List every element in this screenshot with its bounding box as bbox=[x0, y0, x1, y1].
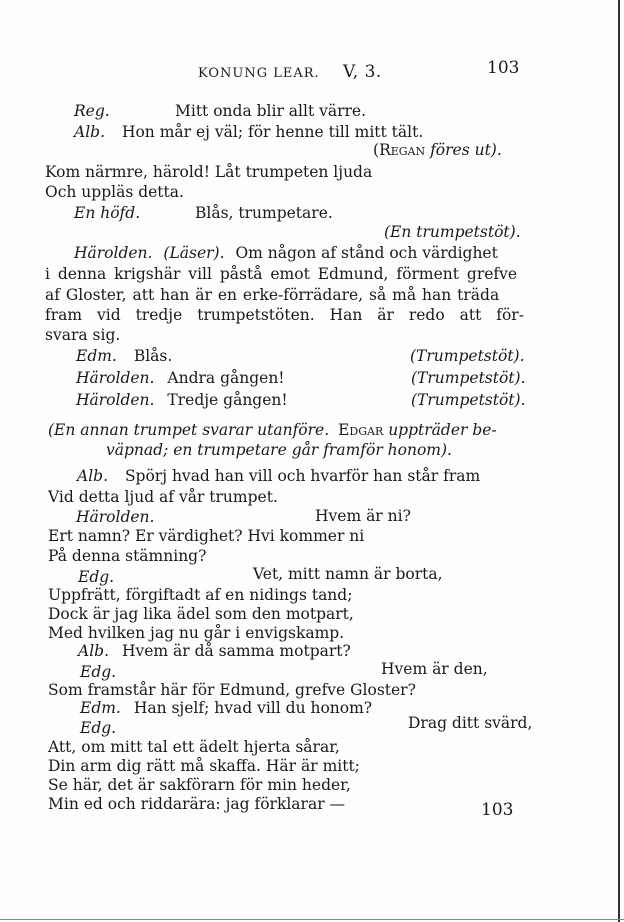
stage-direction: (Trumpetstöt). bbox=[411, 369, 526, 387]
line-text: Kom närmre, härold! Låt trumpeten ljuda bbox=[45, 163, 373, 181]
line-text: Om någon af stånd och värdighet bbox=[235, 244, 498, 262]
dialogue-line: Som framstår här för Edmund, grefve Gloster? bbox=[48, 681, 416, 699]
dialogue-line bbox=[76, 390, 288, 410]
line-text: Blås, trumpetare. bbox=[195, 204, 333, 222]
dialogue-line bbox=[77, 466, 480, 486]
dialogue-line bbox=[74, 122, 423, 142]
line-text: Hvem är den, bbox=[381, 660, 488, 678]
dialogue-line: Att, om mitt tal ett ädelt hjerta sårar, bbox=[48, 738, 340, 756]
line-text: Och uppläs detta. bbox=[45, 183, 184, 201]
line-text: Andra gången! bbox=[167, 369, 285, 387]
header-title: KONUNG LEAR. bbox=[198, 66, 320, 81]
dialogue-line: Vid detta ljud af vår trumpet. bbox=[48, 488, 278, 506]
speaker-name: En höfd. bbox=[74, 204, 141, 222]
speaker-name: Alb. bbox=[74, 123, 105, 141]
page-edge-right bbox=[618, 0, 620, 922]
dialogue-line: Uppfrätt, förgiftadt af en nidings tand; bbox=[48, 586, 353, 604]
dialogue-line: På denna stämning? bbox=[48, 547, 207, 565]
header-page-number: 103 bbox=[487, 58, 520, 78]
dialogue-line: Min ed och riddarära: jag förklarar — bbox=[48, 795, 346, 813]
prose-line: fram vid tredje trumpetstöten. Han är redo att för- bbox=[45, 306, 524, 324]
stage-direction: (Regan föres ut). bbox=[373, 141, 502, 159]
stage-character: Regan bbox=[379, 141, 426, 159]
stage-direction: (Trumpetstöt). bbox=[410, 347, 525, 365]
header-act-scene: V, 3. bbox=[342, 62, 382, 82]
dialogue-line bbox=[74, 243, 498, 263]
page-edge-bottom bbox=[0, 919, 624, 920]
prose-line: af Gloster, att han är en erke-förrädare, så må han träda bbox=[45, 286, 500, 304]
line-text: Drag ditt svärd, bbox=[408, 714, 533, 732]
stage-character: Edgar bbox=[338, 421, 384, 439]
speaker-name: Alb. bbox=[78, 642, 109, 660]
dialogue-line bbox=[45, 162, 372, 182]
line-text: Mitt onda blir allt värre. bbox=[175, 102, 367, 120]
dialogue-line: Dock är jag lika ädel som den motpart, bbox=[48, 605, 354, 623]
speaker-name: Alb. bbox=[77, 467, 108, 485]
dialogue-line: Ert namn? Er värdighet? Hvi kommer ni bbox=[48, 527, 365, 545]
dialogue-line bbox=[74, 101, 367, 121]
footer-page-number: 103 bbox=[481, 800, 514, 820]
dialogue-line bbox=[80, 698, 372, 718]
speaker-name: Edm. bbox=[80, 699, 121, 717]
stage-direction: väpnad; en trumpetare går framför honom). bbox=[106, 441, 452, 459]
speaker-name: Edg. bbox=[80, 663, 117, 681]
line-text: Hvem är då samma motpart? bbox=[121, 642, 351, 660]
speaker-name: Edg. bbox=[80, 719, 117, 737]
prose-line: i denna krigshär vill påstå emot Edmund, förment grefve bbox=[45, 265, 518, 283]
line-text: Spörj hvad han vill och hvarför han står fram bbox=[124, 467, 481, 485]
dialogue-line bbox=[76, 346, 172, 366]
line-text: Blås. bbox=[133, 347, 173, 365]
dialogue-line bbox=[78, 641, 351, 661]
speaker-name: Härolden. bbox=[76, 369, 155, 387]
stage-direction: (En annan trumpet svarar utanföre. Edgar uppträder be- bbox=[48, 421, 497, 439]
dialogue-line bbox=[76, 368, 285, 388]
speaker-name: Edg. bbox=[78, 568, 115, 586]
stage-direction: (Trumpetstöt). bbox=[411, 391, 526, 409]
dialogue-line: Med hvilken jag nu går i envigskamp. bbox=[48, 624, 345, 642]
speaker-name: Härolden. bbox=[74, 244, 153, 262]
stage-direction: (En trumpetstöt). bbox=[384, 223, 521, 241]
dialogue-line bbox=[45, 182, 184, 202]
dialogue-line: Din arm dig rätt må skaffa. Här är mitt; bbox=[48, 757, 360, 775]
line-text: Hon mår ej väl; för henne till mitt tält. bbox=[121, 123, 424, 141]
prose-line: svara sig. bbox=[45, 326, 121, 344]
speaker-name: Härolden. bbox=[76, 391, 155, 409]
line-text: Han sjelf; hvad vill du honom? bbox=[133, 699, 373, 717]
dialogue-line bbox=[74, 203, 333, 223]
line-text: Hvem är ni? bbox=[315, 507, 411, 525]
stage-direction: (Läser). bbox=[163, 244, 225, 262]
dialogue-line: Se här, det är sakförarn för min heder, bbox=[48, 776, 351, 794]
line-text: Vet, mitt namn är borta, bbox=[253, 565, 443, 583]
running-header bbox=[198, 62, 382, 82]
speaker-name: Edm. bbox=[76, 347, 117, 365]
speaker-name: Härolden. bbox=[76, 508, 155, 526]
line-text: Tredje gången! bbox=[167, 391, 288, 409]
speaker-name: Reg. bbox=[74, 102, 110, 120]
